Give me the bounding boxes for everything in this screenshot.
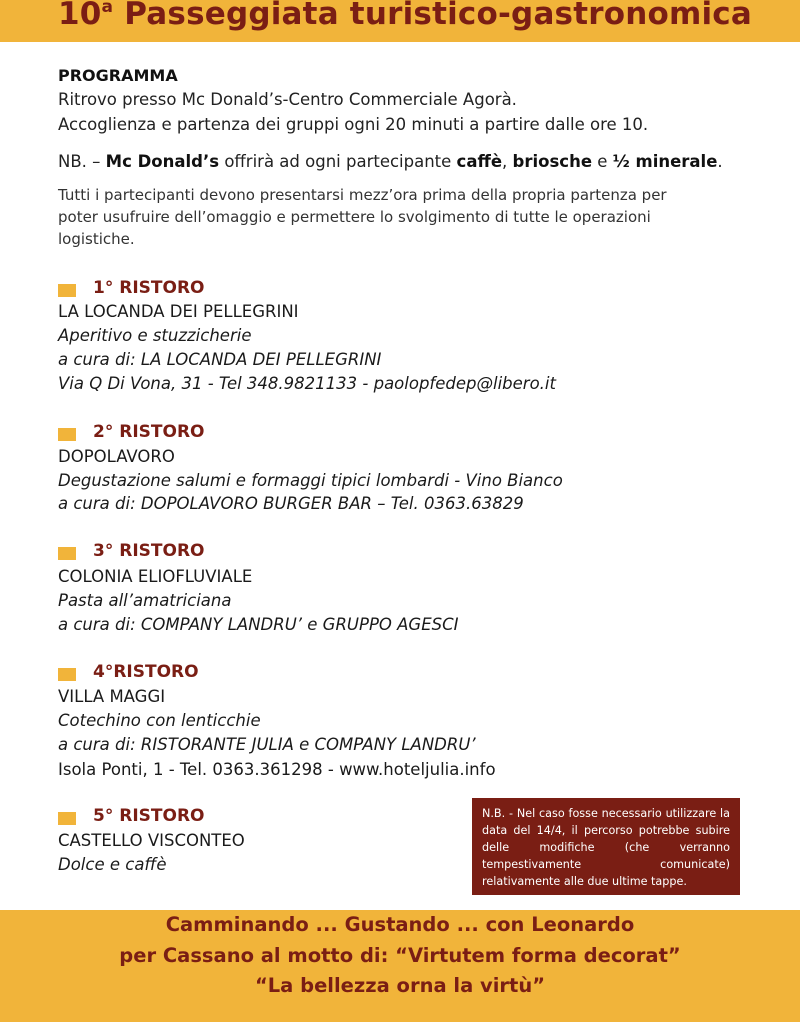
stop-title: 2° RISTORO — [93, 422, 205, 442]
stop-4-name: VILLA MAGGI — [58, 687, 166, 706]
stop-1-cura: a cura di: LA LOCANDA DEI PELLEGRINI — [58, 350, 382, 369]
programma-heading: PROGRAMMA — [58, 66, 178, 85]
nb-sep: e — [592, 152, 613, 171]
edition-ordinal: a — [101, 0, 114, 17]
stop-3-menu: Pasta all’amatriciana — [58, 591, 232, 610]
stop-2-name: DOPOLAVORO — [58, 447, 175, 466]
footer-motto-line: Camminando ... Gustando ... con Leonardo — [165, 913, 635, 936]
stop-1-menu: Aperitivo e stuzzicherie — [58, 326, 252, 345]
nb-item-water: ½ minerale — [612, 152, 718, 171]
stop-2-menu: Degustazione salumi e formaggi tipici lombardi - Vino Bianco — [58, 471, 563, 490]
bullet-square-icon — [58, 547, 76, 560]
stop-4-contact: Isola Ponti, 1 - Tel. 0363.361298 - www.hoteljulia.info — [58, 760, 496, 779]
stop-title: 5° RISTORO — [93, 806, 205, 826]
nb-end: . — [717, 152, 723, 171]
bullet-square-icon — [58, 668, 76, 681]
edition-number: 10 — [58, 0, 102, 32]
nb-item-briosche: briosche — [512, 152, 593, 171]
stop-1-contact: Via Q Di Vona, 31 - Tel 348.9821133 - paolopfedep@libero.it — [58, 374, 556, 393]
programma-note-line: Tutti i partecipanti devono presentarsi mezz’ora prima della propria partenza per — [58, 186, 667, 204]
nb-item-coffee: caffè — [456, 152, 503, 171]
footer-motto-line: per Cassano al motto di: “Virtutem forma decorat” — [119, 944, 681, 967]
nb-brand: Mc Donald’s — [105, 152, 220, 171]
footer-motto-line: “La bellezza orna la virtù” — [254, 974, 546, 997]
programma-meeting-point: Ritrovo presso Mc Donald’s-Centro Commerciale Agorà. — [58, 90, 517, 109]
page-title — [58, 0, 752, 32]
programma-nb — [58, 152, 723, 171]
nb-prefix: NB. – — [58, 152, 106, 171]
stop-5-menu: Dolce e caffè — [58, 855, 167, 874]
stop-title: 3° RISTORO — [93, 541, 205, 561]
header-banner — [0, 0, 800, 42]
stop-3-cura: a cura di: COMPANY LANDRU’ e GRUPPO AGESCI — [58, 615, 459, 634]
stop-2-cura: a cura di: DOPOLAVORO BURGER BAR – Tel. 0363.63829 — [58, 494, 524, 513]
stop-4-cura: a cura di: RISTORANTE JULIA e COMPANY LANDRU’ — [58, 735, 476, 754]
stop-1-name: LA LOCANDA DEI PELLEGRINI — [58, 302, 299, 321]
stop-4-menu: Cotechino con lenticchie — [58, 711, 261, 730]
nb-sep: , — [502, 152, 513, 171]
event-title: Passeggiata turistico-gastronomica — [124, 0, 753, 32]
stop-3-name: COLONIA ELIOFLUVIALE — [58, 567, 253, 586]
stop-5-name: CASTELLO VISCONTEO — [58, 831, 245, 850]
programma-departures: Accoglienza e partenza dei gruppi ogni 20 minuti a partire dalle ore 10. — [58, 115, 649, 134]
stop-title: 1° RISTORO — [93, 278, 205, 298]
stop-title: 4°RISTORO — [93, 662, 199, 682]
programma-note-line: logistiche. — [58, 230, 135, 248]
bullet-square-icon — [58, 284, 76, 297]
bullet-square-icon — [58, 812, 76, 825]
bullet-square-icon — [58, 428, 76, 441]
nb-text: offrirà ad ogni partecipante — [219, 152, 457, 171]
date-change-note: N.B. - Nel caso fosse necessario utilizzare la data del 14/4, il percorso potrebbe subire delle modifiche (che verranno tempestivamente comunicate) relativamente alle due ultime tappe. — [472, 798, 740, 895]
programma-note-line: poter usufruire dell’omaggio e permettere lo svolgimento di tutte le operazioni — [58, 208, 651, 226]
footer-banner — [0, 910, 800, 1022]
